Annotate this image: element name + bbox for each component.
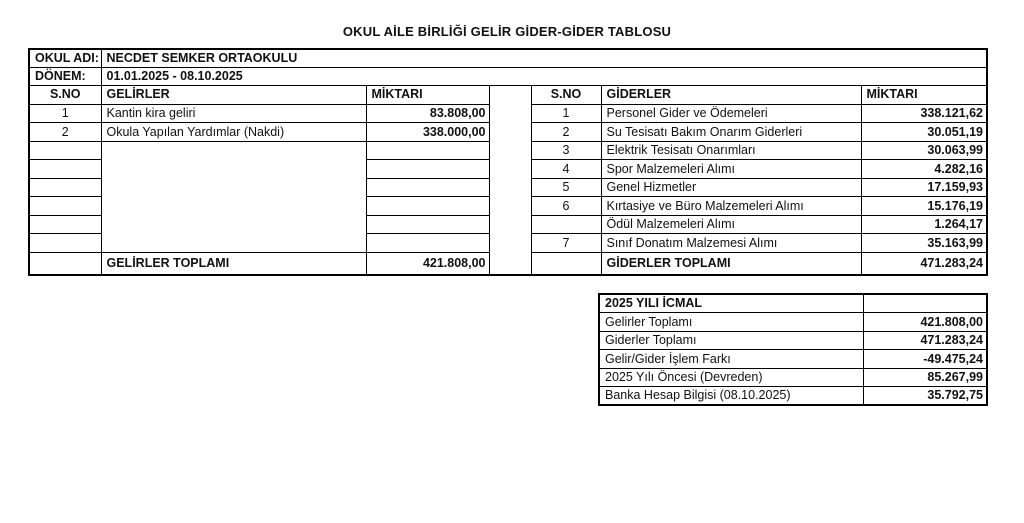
summary-row-amount: 85.267,99 (863, 368, 987, 387)
income-total-amount: 421.808,00 (366, 252, 489, 275)
expense-total-amount: 471.283,24 (861, 252, 987, 275)
income-row-amount: 83.808,00 (366, 104, 489, 123)
summary-row-label: Giderler Toplamı (599, 331, 863, 350)
income-row-amount: 338.000,00 (366, 123, 489, 142)
expense-total-sno-cell (531, 252, 601, 275)
income-empty-amount (366, 141, 489, 160)
expense-row-sno: 3 (531, 141, 601, 160)
summary-row (599, 387, 987, 406)
income-empty-merged-cell (101, 141, 366, 252)
income-row-name: Okula Yapılan Yardımlar (Nakdi) (101, 123, 366, 142)
summary-header-row (599, 294, 987, 313)
income-empty-sno (29, 215, 101, 234)
income-empty-amount (366, 178, 489, 197)
expense-row-sno (531, 215, 601, 234)
summary-row (599, 313, 987, 332)
income-empty-amount (366, 234, 489, 253)
expense-total-label: GİDERLER TOPLAMI (601, 252, 861, 275)
summary-row-label: Gelirler Toplamı (599, 313, 863, 332)
summary-row-amount: 421.808,00 (863, 313, 987, 332)
income-empty-amount (366, 197, 489, 216)
summary-row-label: 2025 Yılı Öncesi (Devreden) (599, 368, 863, 387)
school-name-label: OKUL ADI: (29, 49, 101, 67)
expense-row-sno: 2 (531, 123, 601, 142)
expense-row-sno: 6 (531, 197, 601, 216)
income-row-name: Kantin kira geliri (101, 104, 366, 123)
expense-row-amount: 4.282,16 (861, 160, 987, 179)
school-name-row (29, 49, 987, 67)
expense-row-name: Spor Malzemeleri Alımı (601, 160, 861, 179)
expense-row-name: Genel Hizmetler (601, 178, 861, 197)
summary-row-amount: 471.283,24 (863, 331, 987, 350)
income-name-header: GELİRLER (101, 85, 366, 104)
income-expense-table (28, 48, 988, 276)
expense-name-header: GİDERLER (601, 85, 861, 104)
period-label: DÖNEM: (29, 67, 101, 85)
table-separator (489, 85, 531, 275)
expense-amount-header: MİKTARI (861, 85, 987, 104)
expense-row-sno: 4 (531, 160, 601, 179)
summary-row (599, 331, 987, 350)
expense-row-sno: 1 (531, 104, 601, 123)
summary-header-empty-cell (863, 294, 987, 313)
expense-row-name: Elektrik Tesisatı Onarımları (601, 141, 861, 160)
income-empty-amount (366, 160, 489, 179)
expense-row-amount: 15.176,19 (861, 197, 987, 216)
income-empty-sno (29, 234, 101, 253)
expense-row-amount: 30.051,19 (861, 123, 987, 142)
summary-row-amount: 35.792,75 (863, 387, 987, 406)
expense-row-amount: 35.163,99 (861, 234, 987, 253)
summary-row (599, 350, 987, 369)
expense-sno-header: S.NO (531, 85, 601, 104)
period-row (29, 67, 987, 85)
page-title: OKUL AİLE BİRLİĞİ GELİR GİDER-GİDER TABLOSU (342, 24, 672, 39)
income-sno-header: S.NO (29, 85, 101, 104)
table-header-row (29, 85, 987, 104)
summary-row-amount: -49.475,24 (863, 350, 987, 369)
school-name-value: NECDET SEMKER ORTAOKULU (101, 49, 987, 67)
expense-row-name: Kırtasiye ve Büro Malzemeleri Alımı (601, 197, 861, 216)
income-empty-sno (29, 178, 101, 197)
income-empty-sno (29, 141, 101, 160)
expense-row-sno: 7 (531, 234, 601, 253)
income-row-sno: 2 (29, 123, 101, 142)
expense-row-name: Su Tesisatı Bakım Onarım Giderleri (601, 123, 861, 142)
income-total-sno-cell (29, 252, 101, 275)
expense-row-amount: 30.063,99 (861, 141, 987, 160)
income-total-label: GELİRLER TOPLAMI (101, 252, 366, 275)
summary-title: 2025 YILI İCMAL (599, 294, 863, 313)
expense-row-amount: 17.159,93 (861, 178, 987, 197)
expense-row-amount: 338.121,62 (861, 104, 987, 123)
summary-row (599, 368, 987, 387)
expense-row-amount: 1.264,17 (861, 215, 987, 234)
period-value: 01.01.2025 - 08.10.2025 (101, 67, 987, 85)
expense-row-name: Ödül Malzemeleri Alımı (601, 215, 861, 234)
income-empty-sno (29, 160, 101, 179)
expense-row-sno: 5 (531, 178, 601, 197)
summary-row-label: Banka Hesap Bilgisi (08.10.2025) (599, 387, 863, 406)
summary-table (598, 293, 988, 406)
summary-row-label: Gelir/Gider İşlem Farkı (599, 350, 863, 369)
income-amount-header: MİKTARI (366, 85, 489, 104)
expense-row-name: Sınıf Donatım Malzemesi Alımı (601, 234, 861, 253)
income-empty-sno (29, 197, 101, 216)
expense-row-name: Personel Gider ve Ödemeleri (601, 104, 861, 123)
income-empty-amount (366, 215, 489, 234)
income-row-sno: 1 (29, 104, 101, 123)
